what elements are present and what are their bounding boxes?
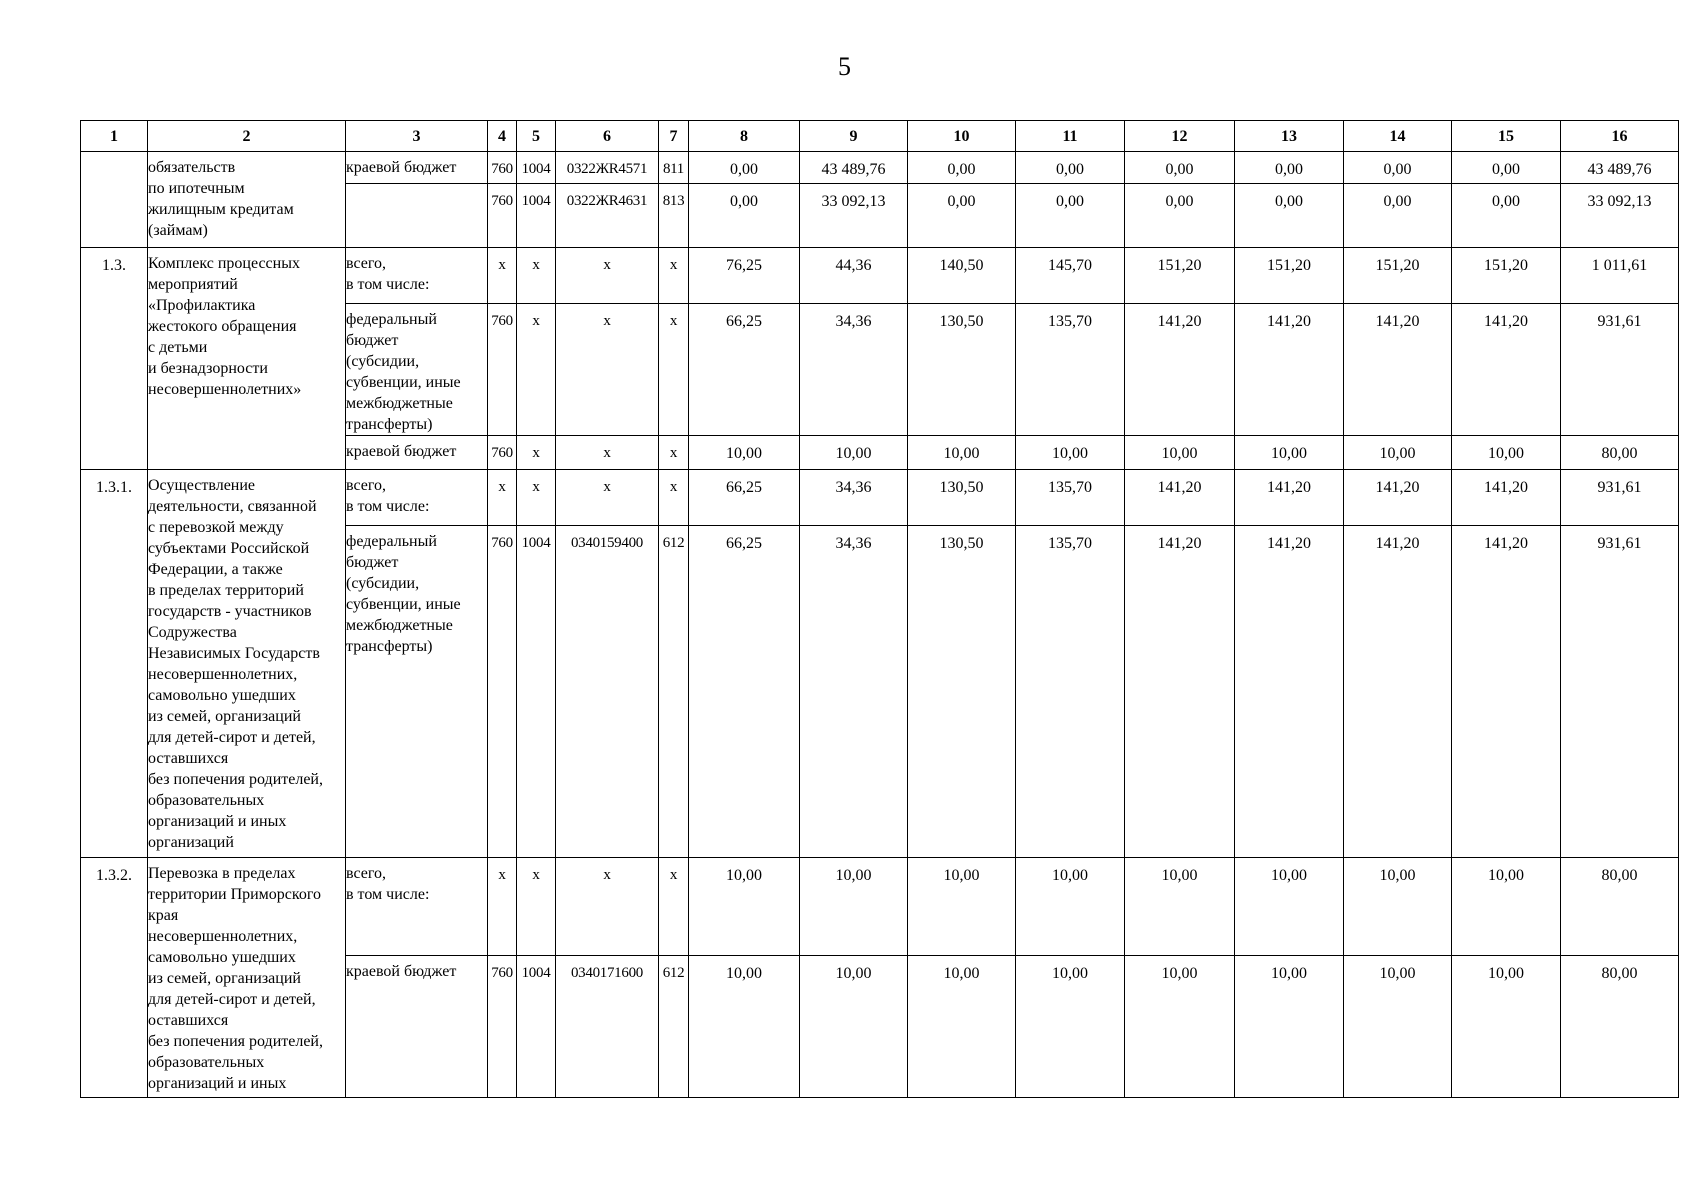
code-section: x — [517, 248, 556, 304]
code-section: x — [517, 470, 556, 526]
code-expense-type: 811 — [659, 152, 689, 184]
amount-cell: 141,20 — [1452, 526, 1561, 858]
table-row — [81, 248, 1679, 304]
amount-cell: 80,00 — [1561, 858, 1679, 956]
funding-source: краевой бюджет — [346, 436, 488, 470]
amount-cell: 141,20 — [1344, 304, 1452, 436]
code-target: x — [556, 248, 659, 304]
amount-cell: 140,50 — [908, 248, 1016, 304]
amount-cell: 1 011,61 — [1561, 248, 1679, 304]
amount-cell: 130,50 — [908, 304, 1016, 436]
amount-cell: 10,00 — [908, 956, 1016, 1098]
amount-cell: 10,00 — [1344, 858, 1452, 956]
funding-source: краевой бюджет — [346, 956, 488, 1098]
header-cell: 15 — [1452, 121, 1561, 152]
amount-cell: 66,25 — [689, 304, 800, 436]
code-grbs: 760 — [488, 526, 517, 858]
code-grbs: 760 — [488, 152, 517, 184]
code-section: 1004 — [517, 152, 556, 184]
code-section: 1004 — [517, 956, 556, 1098]
funding-source: всего, в том числе: — [346, 248, 488, 304]
amount-cell: 135,70 — [1016, 304, 1125, 436]
amount-cell: 10,00 — [1016, 436, 1125, 470]
code-target: 0322ЖR4571 — [556, 152, 659, 184]
header-cell: 10 — [908, 121, 1016, 152]
amount-cell: 0,00 — [1016, 152, 1125, 184]
amount-cell: 0,00 — [1344, 184, 1452, 248]
item-name: Осуществление деятельности, связанной с перевозкой между субъектами Российской Федерации, а также в пределах территорий государств - участников Содружества Независимых Государств несовершеннолетних, самовольно ушедших из семей, организаций для детей-сирот и детей, оставшихся без попечения родителей, образовательных организаций и иных организаций — [148, 470, 346, 858]
amount-cell: 80,00 — [1561, 436, 1679, 470]
funding-source: всего, в том числе: — [346, 470, 488, 526]
amount-cell: 141,20 — [1125, 304, 1235, 436]
code-expense-type: 813 — [659, 184, 689, 248]
amount-cell: 10,00 — [1344, 956, 1452, 1098]
code-target: 0340159400 — [556, 526, 659, 858]
amount-cell: 0,00 — [689, 184, 800, 248]
code-grbs: 760 — [488, 304, 517, 436]
header-cell: 6 — [556, 121, 659, 152]
code-target: x — [556, 470, 659, 526]
header-cell: 16 — [1561, 121, 1679, 152]
amount-cell: 10,00 — [1235, 956, 1344, 1098]
code-expense-type: x — [659, 470, 689, 526]
amount-cell: 10,00 — [908, 436, 1016, 470]
amount-cell: 130,50 — [908, 470, 1016, 526]
amount-cell: 141,20 — [1235, 526, 1344, 858]
code-section: x — [517, 858, 556, 956]
amount-cell: 931,61 — [1561, 304, 1679, 436]
header-cell: 5 — [517, 121, 556, 152]
amount-cell: 141,20 — [1125, 470, 1235, 526]
amount-cell: 10,00 — [800, 956, 908, 1098]
amount-cell: 931,61 — [1561, 470, 1679, 526]
amount-cell: 10,00 — [1125, 858, 1235, 956]
funding-source — [346, 184, 488, 248]
amount-cell: 66,25 — [689, 470, 800, 526]
amount-cell: 0,00 — [689, 152, 800, 184]
code-section: 1004 — [517, 526, 556, 858]
amount-cell: 34,36 — [800, 470, 908, 526]
amount-cell: 10,00 — [1344, 436, 1452, 470]
amount-cell: 0,00 — [1235, 184, 1344, 248]
header-cell: 14 — [1344, 121, 1452, 152]
funding-source: федеральный бюджет (субсидии, субвенции, иные межбюджетные трансферты) — [346, 526, 488, 858]
header-cell: 8 — [689, 121, 800, 152]
amount-cell: 10,00 — [1235, 436, 1344, 470]
funding-source: краевой бюджет — [346, 152, 488, 184]
code-grbs: x — [488, 858, 517, 956]
table-body — [81, 152, 1679, 1098]
amount-cell: 151,20 — [1344, 248, 1452, 304]
amount-cell: 0,00 — [908, 184, 1016, 248]
item-name: Перевозка в пределах территории Приморского края несовершеннолетних, самовольно ушедших из семей, организаций для детей-сирот и детей, оставшихся без попечения родителей, образовательных организаций и иных — [148, 858, 346, 1098]
amount-cell: 10,00 — [689, 436, 800, 470]
amount-cell: 10,00 — [689, 956, 800, 1098]
header-cell: 7 — [659, 121, 689, 152]
code-expense-type: 612 — [659, 956, 689, 1098]
amount-cell: 43 489,76 — [800, 152, 908, 184]
amount-cell: 141,20 — [1452, 470, 1561, 526]
code-grbs: x — [488, 248, 517, 304]
amount-cell: 44,36 — [800, 248, 908, 304]
amount-cell: 0,00 — [1344, 152, 1452, 184]
item-number: 1.3. — [81, 248, 148, 470]
code-target: x — [556, 304, 659, 436]
amount-cell: 0,00 — [1452, 184, 1561, 248]
item-name: Комплекс процессных мероприятий «Профилактика жестокого обращения с детьми и безнадзорности несовершеннолетних» — [148, 248, 346, 470]
amount-cell: 33 092,13 — [800, 184, 908, 248]
amount-cell: 10,00 — [1016, 858, 1125, 956]
header-cell: 2 — [148, 121, 346, 152]
item-number — [81, 152, 148, 248]
amount-cell: 0,00 — [1125, 152, 1235, 184]
table-row — [81, 858, 1679, 956]
amount-cell: 10,00 — [800, 858, 908, 956]
code-target: 0322ЖR4631 — [556, 184, 659, 248]
amount-cell: 141,20 — [1235, 470, 1344, 526]
amount-cell: 141,20 — [1235, 304, 1344, 436]
amount-cell: 10,00 — [1235, 858, 1344, 956]
amount-cell: 33 092,13 — [1561, 184, 1679, 248]
amount-cell: 10,00 — [1016, 956, 1125, 1098]
amount-cell: 43 489,76 — [1561, 152, 1679, 184]
table-row — [81, 470, 1679, 526]
amount-cell: 0,00 — [1235, 152, 1344, 184]
header-cell: 4 — [488, 121, 517, 152]
code-expense-type: x — [659, 436, 689, 470]
item-number: 1.3.2. — [81, 858, 148, 1098]
code-expense-type: x — [659, 248, 689, 304]
header-cell: 1 — [81, 121, 148, 152]
amount-cell: 66,25 — [689, 526, 800, 858]
code-grbs: 760 — [488, 436, 517, 470]
amount-cell: 0,00 — [908, 152, 1016, 184]
code-section: 1004 — [517, 184, 556, 248]
amount-cell: 10,00 — [689, 858, 800, 956]
code-grbs: 760 — [488, 184, 517, 248]
item-name: обязательств по ипотечным жилищным кредитам (займам) — [148, 152, 346, 248]
funding-source: федеральный бюджет (субсидии, субвенции, иные межбюджетные трансферты) — [346, 304, 488, 436]
amount-cell: 10,00 — [908, 858, 1016, 956]
code-grbs: x — [488, 470, 517, 526]
header-cell: 12 — [1125, 121, 1235, 152]
amount-cell: 34,36 — [800, 304, 908, 436]
budget-table — [80, 120, 1679, 1098]
amount-cell: 10,00 — [1452, 858, 1561, 956]
code-target: 0340171600 — [556, 956, 659, 1098]
code-section: x — [517, 304, 556, 436]
code-target: x — [556, 858, 659, 956]
item-number: 1.3.1. — [81, 470, 148, 858]
amount-cell: 135,70 — [1016, 526, 1125, 858]
amount-cell: 80,00 — [1561, 956, 1679, 1098]
amount-cell: 151,20 — [1235, 248, 1344, 304]
amount-cell: 10,00 — [1452, 436, 1561, 470]
page-number: 5 — [838, 52, 851, 81]
amount-cell: 0,00 — [1125, 184, 1235, 248]
amount-cell: 130,50 — [908, 526, 1016, 858]
amount-cell: 0,00 — [1452, 152, 1561, 184]
header-row — [81, 121, 1679, 152]
amount-cell: 135,70 — [1016, 470, 1125, 526]
code-expense-type: x — [659, 304, 689, 436]
header-cell: 3 — [346, 121, 488, 152]
amount-cell: 151,20 — [1125, 248, 1235, 304]
amount-cell: 10,00 — [1125, 436, 1235, 470]
header-cell: 13 — [1235, 121, 1344, 152]
code-grbs: 760 — [488, 956, 517, 1098]
amount-cell: 145,70 — [1016, 248, 1125, 304]
code-expense-type: 612 — [659, 526, 689, 858]
header-cell: 9 — [800, 121, 908, 152]
amount-cell: 10,00 — [800, 436, 908, 470]
amount-cell: 34,36 — [800, 526, 908, 858]
amount-cell: 141,20 — [1344, 470, 1452, 526]
amount-cell: 141,20 — [1452, 304, 1561, 436]
amount-cell: 0,00 — [1016, 184, 1125, 248]
code-expense-type: x — [659, 858, 689, 956]
amount-cell: 10,00 — [1125, 956, 1235, 1098]
amount-cell: 76,25 — [689, 248, 800, 304]
code-target: x — [556, 436, 659, 470]
amount-cell: 10,00 — [1452, 956, 1561, 1098]
amount-cell: 151,20 — [1452, 248, 1561, 304]
amount-cell: 141,20 — [1125, 526, 1235, 858]
table-row — [81, 152, 1679, 184]
amount-cell: 931,61 — [1561, 526, 1679, 858]
code-section: x — [517, 436, 556, 470]
funding-source: всего, в том числе: — [346, 858, 488, 956]
header-cell: 11 — [1016, 121, 1125, 152]
amount-cell: 141,20 — [1344, 526, 1452, 858]
